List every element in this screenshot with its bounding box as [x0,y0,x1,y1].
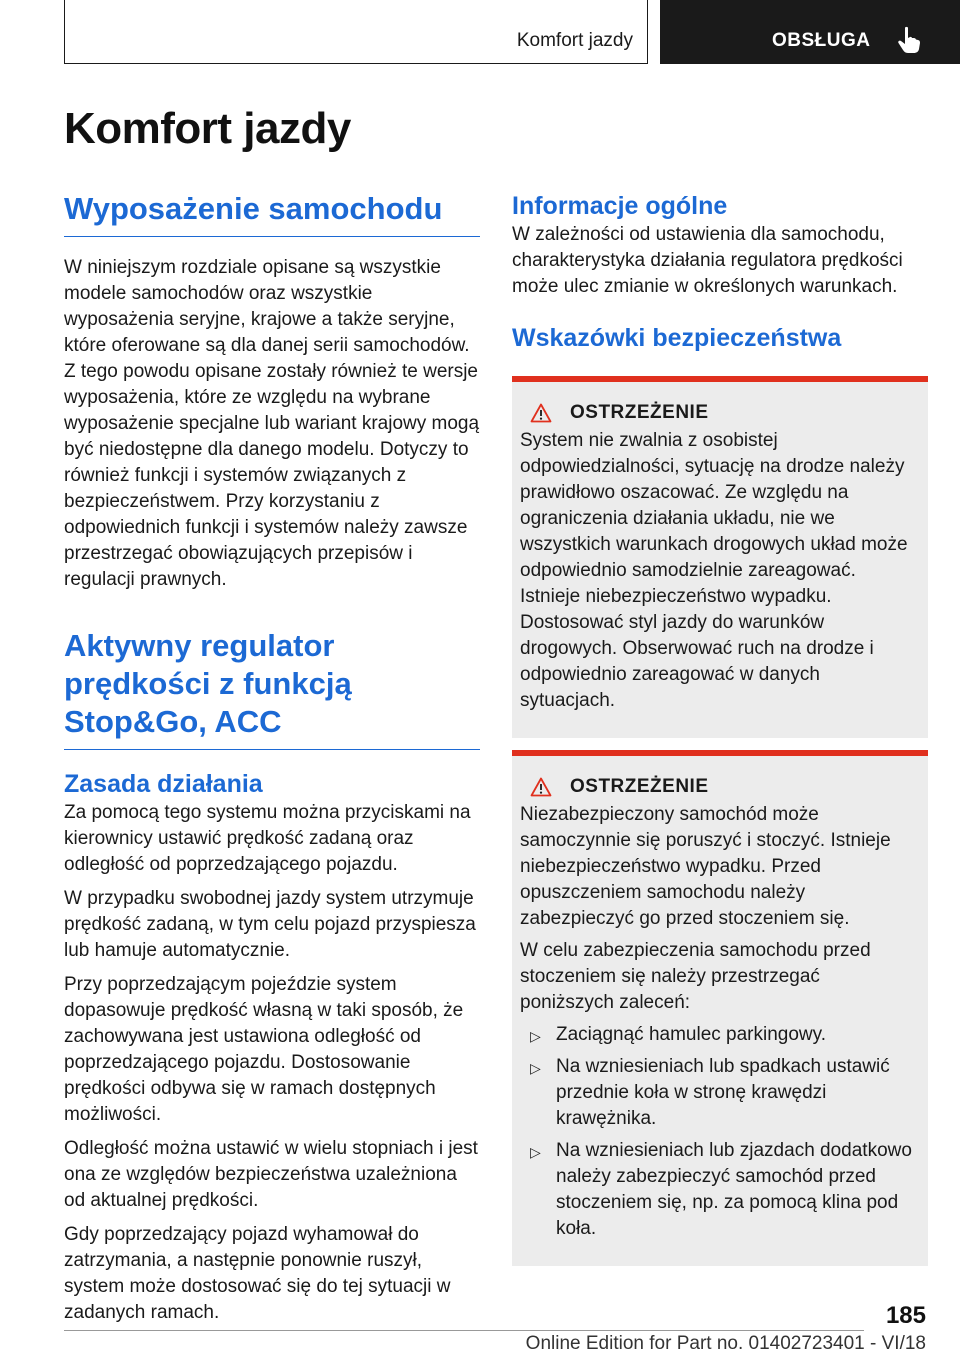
heading-rule [64,749,480,750]
heading-rule [64,236,480,237]
right-column [512,190,928,1266]
principle-paragraph: Gdy poprzedzający pojazd wyhamował do zatrzymania, a następnie ponownie ruszył, system może dostosować się do tej sytuacji w zadanych ramach. [64,1224,451,1323]
header-chapter-label: OBSŁUGA [772,30,871,51]
warning-box [512,376,928,738]
list-item-text: Na wzniesieniach lub spadkach ustawić przednie koła w stronę krawędzi krawężnika. [556,1056,890,1129]
header-section-tab [64,0,648,64]
warning-triangle-icon [530,403,552,423]
bullet-triangle-icon: ▷ [530,1060,541,1076]
page-number: 185 [885,1302,926,1329]
general-paragraph: W zależności od ustawienia dla samochodu, charakterystyka działania regulatora prędkości może ulec zmianie w określonych warunkach. [512,224,903,297]
principle-paragraph: Za pomocą tego systemu można przyciskami na kierownicy ustawić prędkość zadaną oraz odległość od poprzedzającego pojazdu. [64,802,471,875]
heading-equipment: Wyposażenie samochodu [64,191,443,226]
warning-text: System nie zwalnia z osobistej odpowiedzialności, sytuację na drodze należy prawidłowo oszacować. Ze względu na ograniczenia działania układu, nie we wszystkich warunkach drogowych układ może odpowiednio samodzielnie zareagować. Istnieje niebezpieczeństwo wypadku. Dostosować styl jazdy do warunków drogowych. Obserwować ruch na drodze i odpowiednio zareagować w danych sytuacjach. [520,430,908,711]
footer-rule [64,1330,864,1331]
warning-text: Niezabezpieczony samochód może samoczynnie się poruszyć i stoczyć. Istnieje niebezpieczeństwo wypadku. Przed opuszczeniem samochodu należy zabezpieczyć go przed stoczeniem się. [520,804,891,929]
header-chapter-tab [660,0,960,64]
equipment-paragraph: W niniejszym rozdziale opisane są wszystkie modele samochodów oraz wszystkie wyposażenia seryjne, krajowe a także seryjne, które oferowane są dla danej serii samochodów. Z tego powodu opisane zostały również te wersje wyposażenia, które ze względu na wybrane wyposażenie specjalne lub wariant krajowy mogą być niedostępne dla danego modelu. Dotyczy to również funkcji i systemów związanych z bezpieczeństwem. Przy korzystaniu z odpowiednich funkcji i systemów należy zawsze przestrzegać obowiązujących przepisów i regulacji prawnych. [64,257,480,590]
heading-general: Informacje ogólne [512,192,728,220]
heading-principle: Zasada działania [64,770,263,798]
warning-text: W celu zabezpieczenia samochodu przed stoczeniem się należy przestrzegać poniższych zaleceń: [520,940,871,1013]
heading-safety: Wskazówki bezpieczeństwa [512,324,842,352]
left-column [64,190,480,1334]
bullet-triangle-icon: ▷ [530,1144,541,1160]
pointing-hand-icon [896,26,922,54]
footer-edition: Online Edition for Part no. 01402723401 - VI/18 [525,1333,926,1354]
page-title: Komfort jazdy [64,104,351,153]
warning-triangle-icon [530,777,552,797]
principle-paragraph: Odległość można ustawić w wielu stopniach i jest ona ze względów bezpieczeństwa uzależniona od aktualnej prędkości. [64,1138,478,1211]
warning-box [512,750,928,1266]
list-item-text: Na wzniesieniach lub zjazdach dodatkowo należy zabezpieczyć samochód przed stoczeniem się, np. za pomocą klina pod koła. [556,1140,912,1239]
principle-paragraph: Przy poprzedzającym pojeździe system dopasowuje prędkość własną w taki sposób, że zachowywana jest ustawiona odległość od poprzedzającego pojazdu. Dostosowanie prędkości odbywa się w ramach dostępnych możliwości. [64,974,464,1125]
warning-list [520,1022,918,1242]
bullet-triangle-icon: ▷ [530,1028,541,1044]
list-item [520,1138,918,1242]
principle-paragraph: W przypadku swobodnej jazdy system utrzymuje prędkość zadaną, w tym celu pojazd przyspiesza lub hamuje automatycznie. [64,888,476,961]
warning-title: OSTRZEŻENIE [570,776,709,797]
list-item-text: Zaciągnąć hamulec parkingowy. [556,1024,827,1045]
list-item [520,1054,918,1132]
header-section-label: Komfort jazdy [516,30,633,51]
list-item [520,1022,918,1048]
heading-acc: Aktywny regulator prędkości z funkcją Stop&Go, ACC [64,628,352,739]
warning-title: OSTRZEŻENIE [570,402,709,423]
